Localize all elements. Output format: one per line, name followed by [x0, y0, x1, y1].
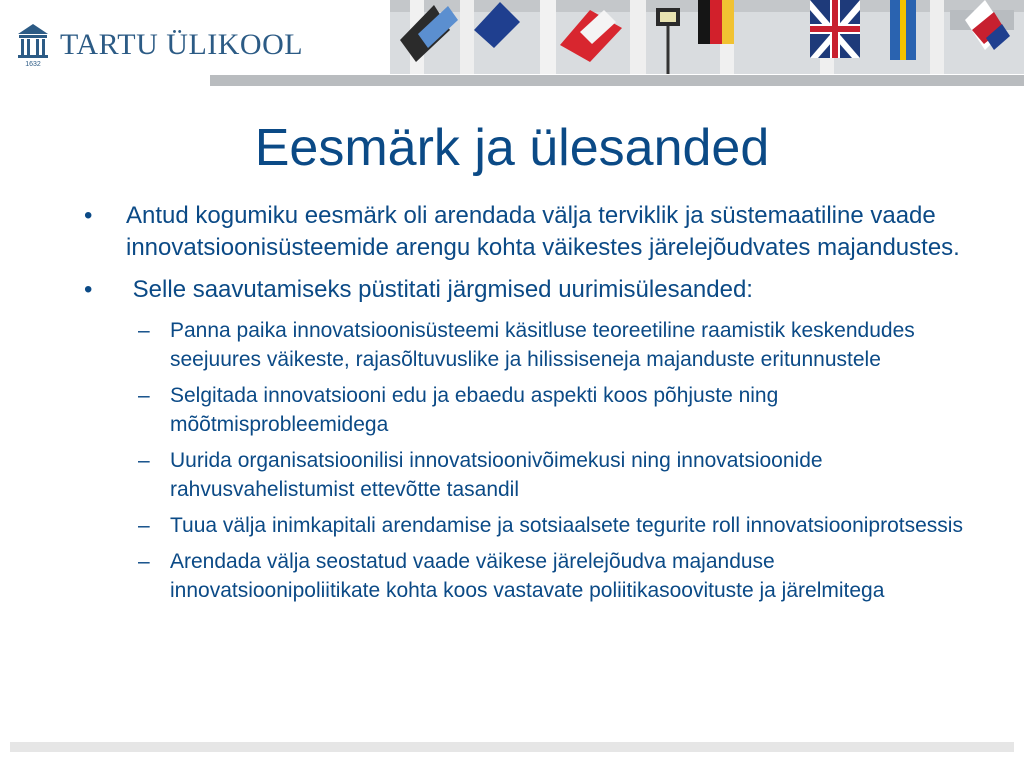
header-divider — [210, 75, 1024, 86]
bullet-item — [84, 200, 964, 264]
subbullet-text: Arendada välja seostatud vaade väikese järelejõudva majanduse innovatsioonipoliitikate kohta koos vastavate poliitikasoovituste ja järelmitega — [170, 550, 885, 602]
subbullet-mark: – — [138, 319, 150, 342]
bullet-text: Antud kogumiku eesmärk oli arendada välja terviklik ja süstemaatiline vaade innovatsioonisüsteemide arengu kohta väikestes järelejõudvates majandustes. — [126, 202, 960, 261]
header-photo-flags — [390, 0, 1024, 74]
subbullet-item — [84, 381, 964, 439]
logo-text: TARTU ÜLIKOOL — [60, 28, 304, 61]
university-building-icon — [16, 22, 50, 68]
bullet-mark: • — [84, 202, 93, 229]
bullet-item — [84, 274, 964, 306]
subbullet-mark: – — [138, 449, 150, 472]
subbullet-text: Panna paika innovatsioonisüsteemi käsitluse teoreetiline raamistik keskendudes seejuures väikeste, rajasõltuvuslike ja hilissiseneja majanduste eritunnustele — [170, 319, 915, 371]
bullet-mark: • — [84, 276, 93, 303]
footer-bar — [10, 742, 1014, 752]
slide-header — [0, 0, 1024, 86]
subbullet-text: Tuua välja inimkapitali arendamise ja sotsiaalsete tegurite roll innovatsiooniprotsessis — [170, 514, 963, 537]
subbullet-text: Uurida organisatsioonilisi innovatsioonivõimekusi ning innovatsioonide rahvusvahelistumist ettevõtte tasandil — [170, 449, 823, 501]
subbullet-item — [84, 511, 964, 540]
subbullet-mark: – — [138, 550, 150, 573]
slide-title: Eesmärk ja ülesanded — [254, 119, 770, 177]
bullet-text: Selle saavutamiseks püstitati järgmised uurimisülesanded: — [126, 276, 753, 303]
subbullet-item — [84, 547, 964, 605]
university-logo — [16, 20, 303, 70]
logo-year: 1632 — [25, 61, 41, 68]
subbullet-item — [84, 316, 964, 374]
slide-body — [84, 200, 964, 612]
subbullet-text: Selgitada innovatsiooni edu ja ebaedu aspekti koos põhjuste ning mõõtmisprobleemidega — [170, 384, 779, 436]
subbullet-mark: – — [138, 514, 150, 537]
subbullet-mark: – — [138, 384, 150, 407]
subbullet-item — [84, 446, 964, 504]
